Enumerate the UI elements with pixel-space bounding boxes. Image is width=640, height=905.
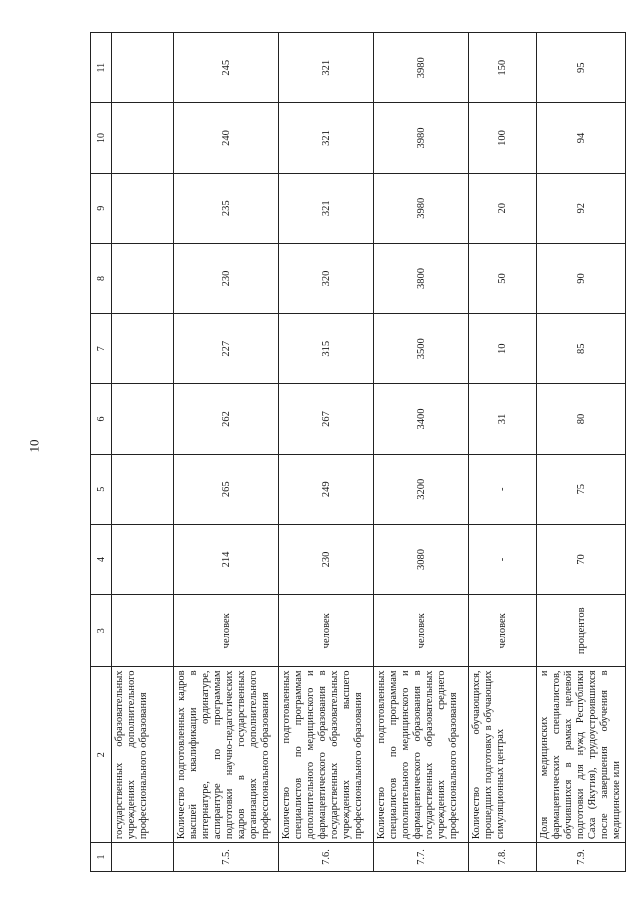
indicator-description: Доля медицинских и фармацевтических специалистов, обучившихся в рамках целевой подготовки для нужд Республики Саха (Якутия), трудоустроившихся после завершения обучения в медицинские или xyxy=(537,667,626,843)
value-cell-col-6 xyxy=(112,384,174,454)
unit-of-measure: человек xyxy=(174,595,279,667)
value-cell-col-10: 3980 xyxy=(374,103,469,173)
table-row xyxy=(174,33,279,872)
column-header-3: 3 xyxy=(91,595,112,667)
value-cell-col-11: 245 xyxy=(174,33,279,103)
value-cell-col-11: 321 xyxy=(279,33,374,103)
column-header-row xyxy=(91,33,112,872)
value-cell-col-5: 3200 xyxy=(374,454,469,524)
column-header-1: 1 xyxy=(91,843,112,872)
value-cell-col-10: 100 xyxy=(469,103,537,173)
value-cell-col-10: 240 xyxy=(174,103,279,173)
column-header-6: 6 xyxy=(91,384,112,454)
column-header-8: 8 xyxy=(91,243,112,313)
value-cell-col-9 xyxy=(112,173,174,243)
column-header-11: 11 xyxy=(91,33,112,103)
value-cell-col-4: 230 xyxy=(279,524,374,594)
value-cell-col-5 xyxy=(112,454,174,524)
value-cell-col-7: 3500 xyxy=(374,314,469,384)
value-cell-col-4: - xyxy=(469,524,537,594)
table-row xyxy=(374,33,469,872)
unit-of-measure: человек xyxy=(279,595,374,667)
value-cell-col-11: 150 xyxy=(469,33,537,103)
unit-of-measure: процентов xyxy=(537,595,626,667)
value-cell-col-7 xyxy=(112,314,174,384)
value-cell-col-11: 95 xyxy=(537,33,626,103)
unit-of-measure xyxy=(112,595,174,667)
column-header-2: 2 xyxy=(91,667,112,843)
value-cell-col-4: 70 xyxy=(537,524,626,594)
column-header-4: 4 xyxy=(91,524,112,594)
value-cell-col-8: 50 xyxy=(469,243,537,313)
value-cell-col-9: 321 xyxy=(279,173,374,243)
page-number: 10 xyxy=(26,439,42,453)
value-cell-col-8: 90 xyxy=(537,243,626,313)
row-number: 7.8. xyxy=(469,843,537,872)
value-cell-col-5: 75 xyxy=(537,454,626,524)
indicator-description: Количество подготовленных специалистов по программам дополнительного медицинского и фармацевтического образования в государственных образовательных учреждениях высшего профессионального образования xyxy=(279,667,374,843)
value-cell-col-5: 249 xyxy=(279,454,374,524)
value-cell-col-9: 20 xyxy=(469,173,537,243)
value-cell-col-11 xyxy=(112,33,174,103)
column-header-5: 5 xyxy=(91,454,112,524)
value-cell-col-6: 31 xyxy=(469,384,537,454)
row-number: 7.9. xyxy=(537,843,626,872)
row-number: 7.7. xyxy=(374,843,469,872)
value-cell-col-9: 3980 xyxy=(374,173,469,243)
column-header-7: 7 xyxy=(91,314,112,384)
value-cell-col-7: 10 xyxy=(469,314,537,384)
value-cell-col-4: 214 xyxy=(174,524,279,594)
value-cell-col-6: 3400 xyxy=(374,384,469,454)
value-cell-col-10 xyxy=(112,103,174,173)
value-cell-col-6: 80 xyxy=(537,384,626,454)
value-cell-col-11: 3980 xyxy=(374,33,469,103)
value-cell-col-4 xyxy=(112,524,174,594)
value-cell-col-8: 3800 xyxy=(374,243,469,313)
value-cell-col-6: 262 xyxy=(174,384,279,454)
value-cell-col-8: 230 xyxy=(174,243,279,313)
value-cell-col-5: - xyxy=(469,454,537,524)
value-cell-col-9: 235 xyxy=(174,173,279,243)
value-cell-col-9: 92 xyxy=(537,173,626,243)
column-header-9: 9 xyxy=(91,173,112,243)
value-cell-col-8 xyxy=(112,243,174,313)
row-number xyxy=(112,843,174,872)
value-cell-col-7: 315 xyxy=(279,314,374,384)
column-header-10: 10 xyxy=(91,103,112,173)
value-cell-col-7: 85 xyxy=(537,314,626,384)
table-row xyxy=(279,33,374,872)
indicator-description: Количество подготовленных специалистов по программам дополнительного медицинского и фармацевтического образования в государственных образовательных учреждениях среднего профессионального образования xyxy=(374,667,469,843)
rotated-table-container xyxy=(90,32,623,872)
value-cell-col-10: 321 xyxy=(279,103,374,173)
indicator-description: Количество обучающихся, прошедших подготовку в обучающих симуляционных центрах xyxy=(469,667,537,843)
unit-of-measure: человек xyxy=(374,595,469,667)
value-cell-col-8: 320 xyxy=(279,243,374,313)
table-row xyxy=(469,33,537,872)
indicator-description: государственных образовательных учреждениях дополнительного профессионального образования xyxy=(112,667,174,843)
value-cell-col-6: 267 xyxy=(279,384,374,454)
value-cell-col-7: 227 xyxy=(174,314,279,384)
value-cell-col-4: 3080 xyxy=(374,524,469,594)
value-cell-col-10: 94 xyxy=(537,103,626,173)
value-cell-col-5: 265 xyxy=(174,454,279,524)
indicators-table xyxy=(90,32,626,872)
row-number: 7.5. xyxy=(174,843,279,872)
indicator-description: Количество подготовленных кадров высшей квалификации в интернатуре, ординатуре, аспирантуре по программам подготовки научно-педагогических кадров в государственных организациях дополнительного профессионального образования xyxy=(174,667,279,843)
table-row xyxy=(537,33,626,872)
table-row xyxy=(112,33,174,872)
unit-of-measure: человек xyxy=(469,595,537,667)
row-number: 7.6. xyxy=(279,843,374,872)
